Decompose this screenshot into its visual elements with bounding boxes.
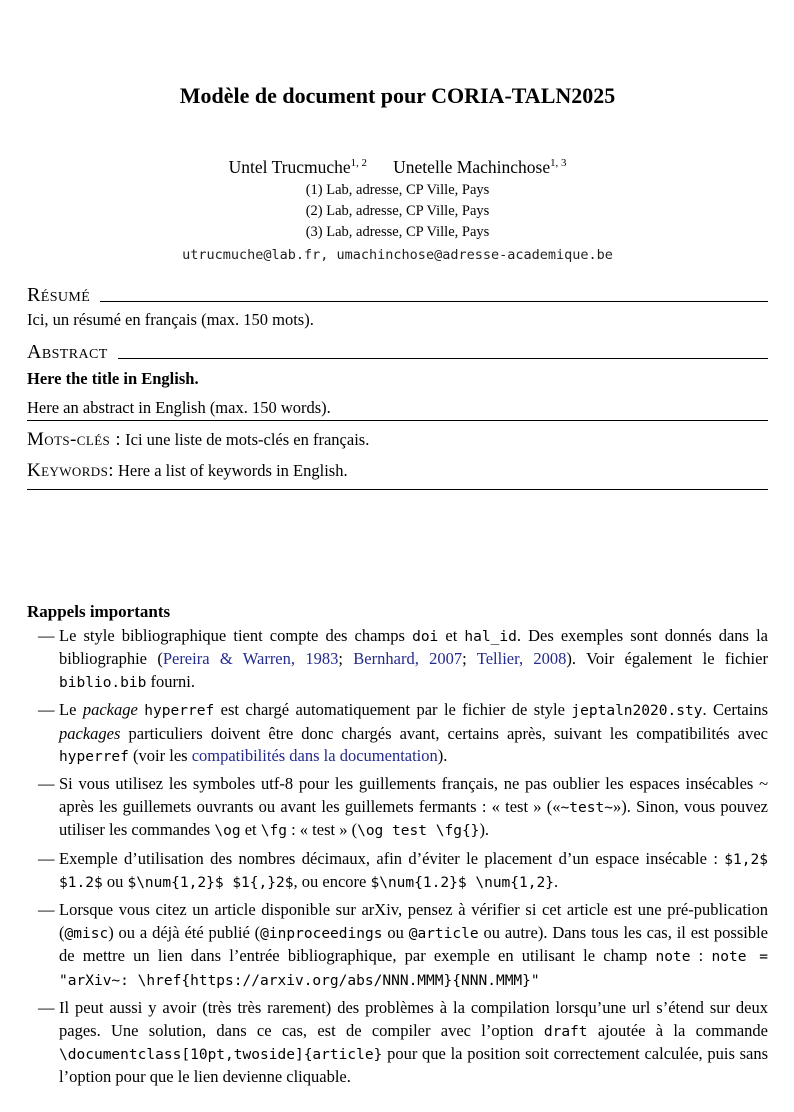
text-run: ). Voir également le fichier [566, 649, 768, 669]
text-run: $1,2$ $1.2$ [59, 851, 768, 892]
abstract-rule [118, 358, 768, 359]
list-item [27, 625, 768, 694]
list-item [27, 773, 768, 842]
text-run: ). [437, 746, 448, 766]
text-run: (voir les [128, 746, 192, 766]
text-run: Exemple d’utilisation des nombres décimaux, afin d’éviter le placement d’un espace insécable : [59, 848, 725, 868]
affiliation-3: (3) Lab, adresse, CP Ville, Pays [305, 224, 490, 240]
text-run [367, 157, 393, 177]
list-item [27, 699, 768, 768]
item-text [59, 899, 768, 992]
item-text [59, 773, 768, 842]
hyperlink[interactable]: compatibilités dans la documentation [191, 746, 438, 766]
text-run: ; [338, 649, 354, 669]
text-run: ; [462, 649, 477, 669]
text-run: $\num{1.2}$ \num{1,2} [370, 875, 554, 892]
resume-rule [100, 301, 768, 302]
item-text [59, 848, 768, 895]
text-run: note [655, 949, 691, 966]
text-run: \documentclass[10pt,twoside]{article} [59, 1046, 383, 1063]
text-run: , ou encore [293, 872, 371, 892]
list-item [27, 997, 768, 1089]
abstract-label: Abstract [27, 341, 108, 363]
keywords-label: Keywords: [27, 460, 114, 481]
text-run: Unetelle Machinchose [393, 157, 551, 177]
text-run: hyperref [59, 749, 129, 766]
text-run: Il peut aussi y avoir (très très rarement) des problèmes à la compilation lorsqu’une url s’étend sur deux pages. Une solution, dans ce cas, est de compiler avec l’option [59, 998, 768, 1040]
text-run: \og test \fg{} [357, 823, 480, 840]
affiliations [27, 180, 768, 243]
text-run: Le style bibliographique tient compte des champs [59, 626, 413, 645]
text-run: ou [382, 922, 409, 942]
list-item [27, 899, 768, 992]
text-run: . [554, 872, 559, 892]
rappels-list [27, 625, 768, 1089]
text-run: jeptaln2020.sty [571, 703, 703, 720]
text-run: ajoutée à la commande [587, 1020, 768, 1040]
text-run: est chargé automatiquement par le fichier de style [214, 700, 572, 720]
abstract-closing-rule [27, 489, 768, 490]
abstract-section-header [27, 340, 768, 364]
item-dash: — [38, 774, 55, 794]
mots-cles-line [27, 428, 768, 452]
item-text [59, 997, 768, 1089]
text-run: @inproceedings [260, 925, 383, 942]
text-run: pour que la position soit correctement calculée, puis sans l’option pour que le lien devienne cliquable. [59, 1043, 768, 1087]
item-dash: — [38, 900, 55, 920]
text-run: package [82, 700, 138, 720]
item-dash: — [38, 700, 55, 720]
text-run: fourni. [146, 671, 195, 691]
text-run: \fg [260, 823, 287, 840]
text-run: draft [543, 1023, 588, 1040]
text-run: @article [408, 925, 479, 942]
affiliation-1: (1) Lab, adresse, CP Ville, Pays [305, 182, 490, 198]
text-run: et [438, 626, 465, 645]
text-run: $\num{1,2}$ $1{,}2$ [127, 875, 294, 892]
rappels-heading: Rappels importants [27, 602, 171, 621]
resume-section-header [27, 283, 768, 307]
text-run: doi [412, 629, 439, 645]
text-run: ~test~ [560, 799, 613, 816]
item-dash: — [38, 998, 55, 1018]
text-run: : « test » ( [286, 820, 358, 840]
text-run: hal_id [464, 629, 517, 645]
resume-label: Résumé [27, 284, 91, 306]
text-run: hyperref [144, 703, 215, 720]
author-emails: utrucmuche@lab.fr, umachinchose@adresse-academique.be [182, 247, 613, 263]
list-item [27, 848, 768, 895]
mots-cles-text: Ici une liste de mots-clés en français. [121, 430, 370, 449]
text-run: ou [102, 872, 128, 892]
text-run: note = "arXiv~: \href{https://arxiv.org/abs/NNN.MMM}{NNN.MMM}" [59, 949, 769, 989]
keywords-line [27, 459, 768, 483]
paper-title: Modèle de document pour CORIA-TALN2025 [179, 83, 616, 108]
hyperlink[interactable]: Tellier, 2008 [476, 649, 567, 669]
abstract-text: Here an abstract in English (max. 150 words). [27, 398, 768, 421]
keywords-text: Here a list of keywords in English. [113, 461, 348, 480]
hyperlink[interactable]: Pereira & Warren, 1983 [162, 649, 339, 669]
text-run: ) ou a déjà été publié ( [108, 922, 261, 942]
text-run: \og [214, 823, 241, 840]
item-text [59, 699, 768, 768]
text-run: . Des exemples sont donnés dans la bibliographie ( [59, 626, 768, 669]
affiliation-2: (2) Lab, adresse, CP Ville, Pays [305, 203, 490, 219]
text-run: Si vous utilisez les symboles utf-8 pour les guillements français, ne pas oublier les espaces insécables ~ après les guillemets ouvrants ou avant les guillemets fermants : « test » (« [59, 774, 768, 816]
text-run: »). Sinon, vous pouvez utiliser les commandes [59, 796, 768, 840]
text-run: Untel Trucmuche [228, 157, 351, 177]
text-run: packages [59, 723, 121, 743]
item-text [59, 625, 768, 694]
text-run: et [240, 820, 261, 840]
hyperlink[interactable]: Bernhard, 2007 [353, 649, 463, 669]
resume-text: Ici, un résumé en français (max. 150 mots). [27, 310, 314, 329]
text-run: particuliers doivent être donc chargés avant, certains après, suivant les compatibilités avec [120, 723, 768, 743]
text-run: : [690, 946, 712, 966]
text-run: 1, 3 [550, 157, 567, 170]
mots-cles-label: Mots-clés : [27, 429, 121, 450]
authors-line [27, 156, 768, 178]
text-run: Lorsque vous citez un article disponible sur arXiv, pensez à vérifier si cet article est une pré-publication ( [59, 900, 768, 942]
text-run: biblio.bib [59, 674, 147, 691]
text-run: Le [59, 700, 83, 720]
item-dash: — [38, 626, 55, 645]
text-run: @misc [64, 925, 109, 942]
text-run: . Certains [702, 700, 769, 720]
english-title: Here the title in English. [27, 369, 199, 388]
text-run: 1, 2 [350, 157, 367, 170]
text-run: ). [479, 820, 490, 840]
page-content [0, 82, 794, 1089]
text-run: ou autre). Dans tous les cas, il est possible de mettre un lien dans l’entrée bibliographique, par exemple en utilisant le champ [59, 922, 768, 966]
item-dash: — [38, 848, 55, 868]
